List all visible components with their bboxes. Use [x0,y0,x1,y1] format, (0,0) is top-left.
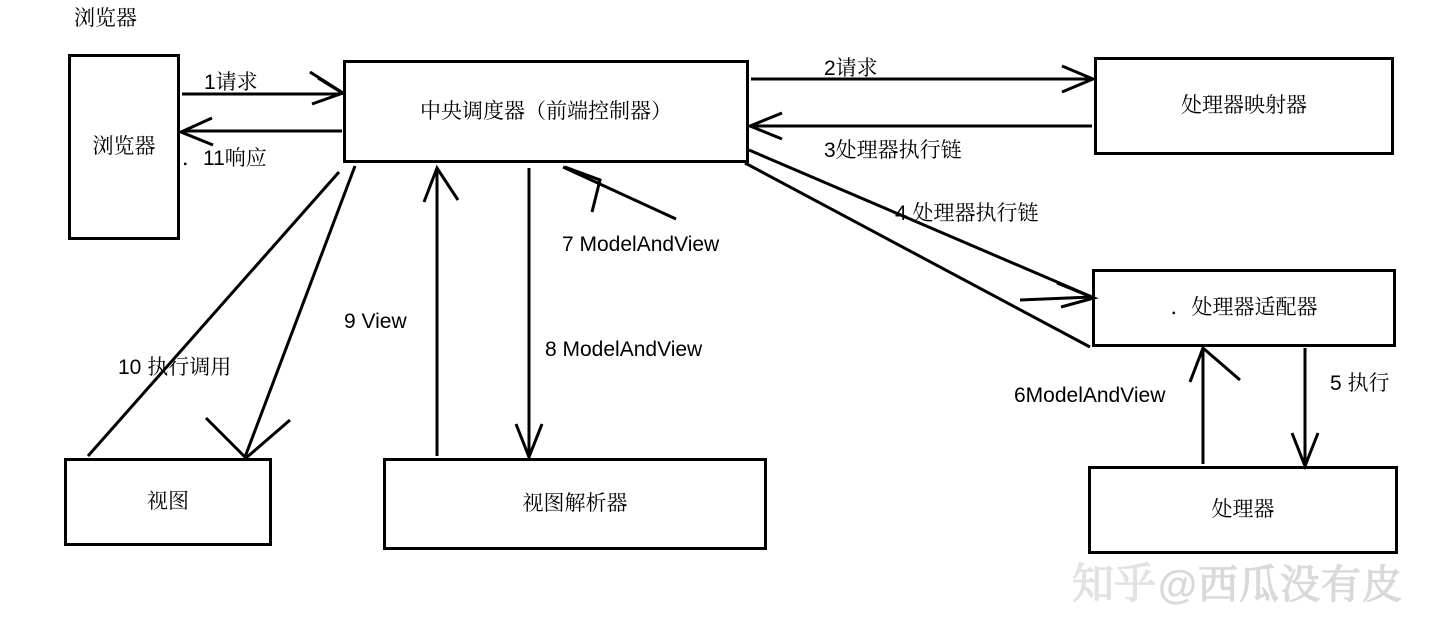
node-view-resolver-label: 视图解析器 [522,492,628,516]
edge-label-7-modelandview: 7 ModelAndView [562,233,720,256]
edge-label-1-request: 1请求 [204,71,258,94]
edge-label-4-handler-chain: 4 处理器执行链 [895,202,1039,225]
edge-label-5-execute: 5 执行 [1330,372,1390,395]
node-dispatcher [343,60,749,163]
node-view-label: 视图 [147,490,189,514]
node-handler [1088,466,1398,554]
node-view [64,458,272,546]
node-view-resolver [383,458,767,550]
node-browser [68,54,180,240]
edge-label-9-view: 9 View [344,310,407,333]
node-browser-caption: 浏览器 [74,7,137,30]
edge-label-6-modelandview: 6ModelAndView [1014,384,1166,407]
node-handler-adapter-label: ．处理器适配器 [1170,296,1318,320]
edge-label-10-execute-call: 10 执行调用 [118,356,232,379]
edge-label-8-modelandview: 8 ModelAndView [545,338,703,361]
edge-label-11-response: ．11响应 [182,147,267,170]
node-handler-adapter [1092,269,1396,347]
watermark-logo: 知乎 [1072,560,1157,607]
watermark-text: @西瓜没有皮 [1158,563,1404,607]
edge-label-2-request: 2请求 [824,57,878,80]
node-handler-mapping [1094,57,1394,155]
node-browser-label: 浏览器 [92,135,156,159]
node-dispatcher-label: 中央调度器（前端控制器） [420,99,672,123]
edge-label-3-handler-chain: 3处理器执行链 [824,139,962,162]
node-handler-mapping-label: 处理器映射器 [1181,94,1307,118]
node-handler-label: 处理器 [1211,498,1275,522]
